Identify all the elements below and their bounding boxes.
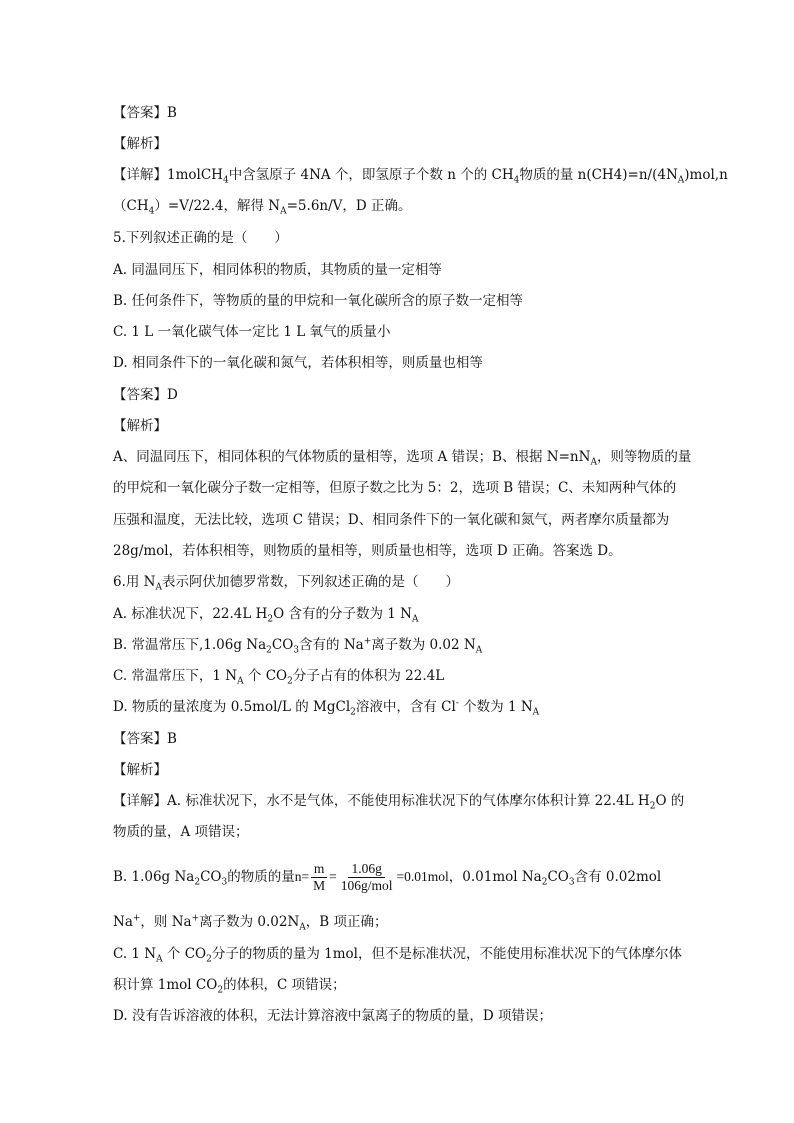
analysis-4: 【解析】 bbox=[113, 136, 167, 152]
question-6: 6.用 $N_A$表示阿伏加德罗常数，下列叙述正确的是（ ） bbox=[113, 574, 459, 593]
detail-6-line2: 物质的量，A 项错误； bbox=[113, 824, 249, 840]
q6-option-b: B. 常温常压下,1.06g $Na_2CO_3$含有的 Na+离子数为 0.02 $N_A$ bbox=[113, 636, 483, 656]
detail-6-line3: B. 1.06g $Na_2CO_3$的物质的量n= $\frac{m}{M}$ = $\frac{1.06g}{\text{106g/mol}}$ =0.01mol，0.01mol $Na_2CO_3$含有 0.02mol bbox=[113, 861, 662, 893]
detail-4-line2: $(CH_4)=V/22.4$，解得 $N_A=5.6n/V$，D 正确。 bbox=[113, 198, 412, 217]
explanation-5-line1: A、同温同压下，相同体积的气体物质的量相等，选项 A 错误；B、根据 $N=nN_A$，则等物质的量 bbox=[113, 449, 692, 468]
answer-4: 【答案】B bbox=[113, 105, 177, 121]
detail-6-line1: 【详解】A. 标准状况下，水不是气体，不能使用标准状况下的气体摩尔体积计算 22.4L $H_2O$ 的 bbox=[113, 793, 685, 812]
q6-option-c: C. 常温常压下，1 $N_A$ 个 $CO_2$分子占有的体积为 22.4L bbox=[113, 668, 445, 687]
detail-6-line7: D. 没有告诉溶液的体积，无法计算溶液中氯离子的物质的量，D 项错误； bbox=[113, 1008, 553, 1024]
analysis-5: 【解析】 bbox=[113, 418, 167, 434]
explanation-5-line4: 28g/mol，若体积相等，则物质的量相等，则质量也相等，选项 D 正确。答案选 D。 bbox=[113, 543, 622, 559]
q6-option-a: A. 标准状况下，22.4L $H_2O$ 含有的分子数为 1 $N_A$ bbox=[113, 606, 419, 625]
detail-6-line6: 积计算 1mol $CO_2$的体积，C 项错误； bbox=[113, 977, 346, 996]
answer-5: 【答案】D bbox=[113, 387, 178, 403]
q6-option-d: D. 物质的量浓度为 0.5mol/L 的 MgCl$_2$溶液中，含有 Cl- 个数为 1 $N_A$ bbox=[113, 698, 540, 718]
detail-4-line1: 【详解】1molCH$_4$中含氢原子 4NA 个，即氢原子个数 n 个的 $CH_4$物质的量 $n(CH4)=n/(4N_A)mol,n$ bbox=[113, 167, 728, 186]
q5-option-b: B. 任何条件下，等物质的量的甲烷和一氧化碳所含的原子数一定相等 bbox=[113, 293, 524, 309]
q5-option-c: C. 1 L 一氧化碳气体一定比 1 L 氧气的质量小 bbox=[113, 324, 391, 340]
answer-6: 【答案】B bbox=[113, 731, 177, 747]
q5-option-a: A. 同温同压下，相同体积的物质，其物质的量一定相等 bbox=[113, 262, 442, 278]
explanation-5-line2: 的甲烷和一氧化碳分子数一定相等，但原子数之比为 5：2，选项 B 错误；C、未知两种气体的 bbox=[113, 480, 677, 496]
q5-option-d: D. 相同条件下的一氧化碳和氮气，若体积相等，则质量也相等 bbox=[113, 355, 483, 371]
fraction-m-over-M: $\frac{m}{M}$ bbox=[310, 861, 328, 894]
detail-6-line4: Na+，则 Na+离子数为 $0.02N_A$，B 项正确； bbox=[113, 913, 388, 933]
analysis-6: 【解析】 bbox=[113, 762, 167, 778]
explanation-5-line3: 压强和温度，无法比较，选项 C 错误；D、相同条件下的一氧化碳和氮气，两者摩尔质量都为 bbox=[113, 512, 670, 528]
question-5: 5.下列叙述正确的是（ ） bbox=[113, 230, 288, 246]
fraction-mass-over-molar-mass: $\frac{1.06g}{\text{106g/mol}}$ bbox=[340, 861, 393, 893]
detail-6-line5: C. 1 $N_A$ 个 $CO_2$分子的物质的量为 1mol，但不是标准状况，不能使用标准状况下的气体摩尔体 bbox=[113, 946, 682, 965]
